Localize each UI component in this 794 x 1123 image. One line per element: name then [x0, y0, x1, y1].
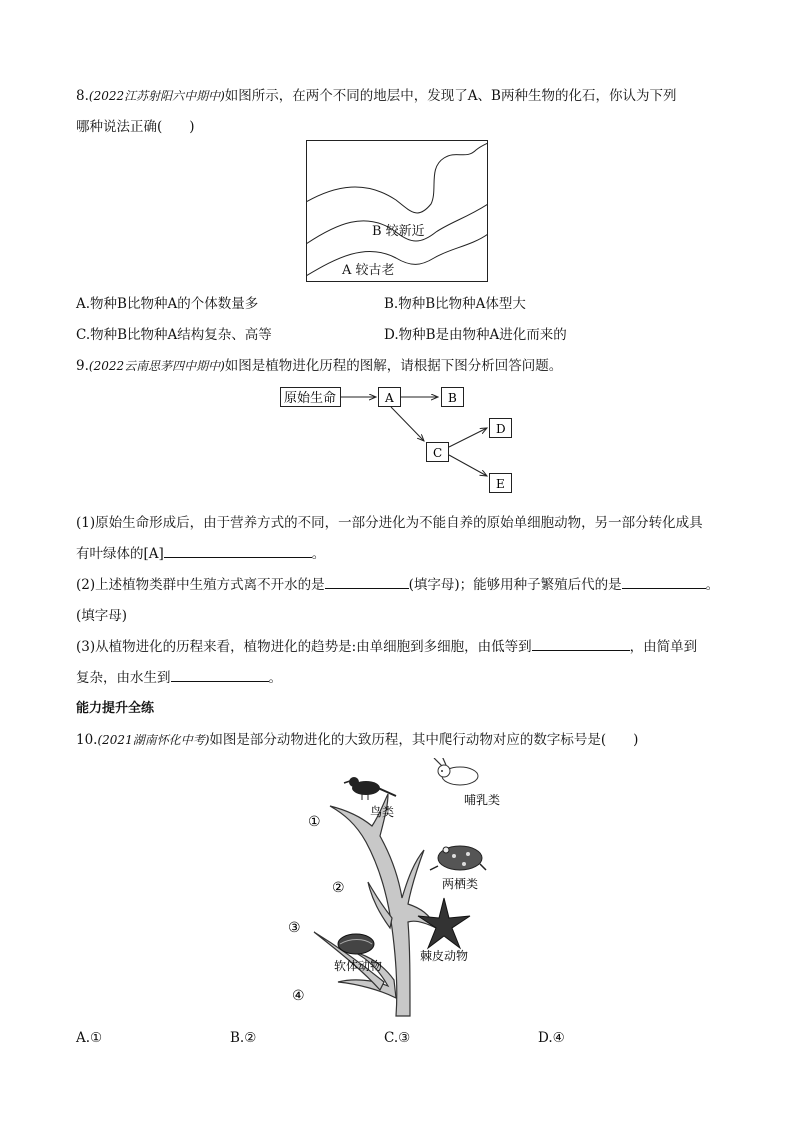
- q9-stem: [76, 354, 562, 374]
- frog-icon: [430, 846, 486, 870]
- q9-blank-5[interactable]: [171, 669, 269, 682]
- q10-source: (2021湖南怀化中考): [97, 733, 210, 747]
- q9-part3-line2: [76, 666, 282, 686]
- section-title: 能力提升全练: [76, 701, 155, 716]
- q9-number: 9.: [76, 358, 89, 374]
- q8-strata-figure: [306, 140, 488, 282]
- q8-source: (2022江苏射阳六中期中): [88, 89, 225, 103]
- fossil-a-label: A 较古老: [342, 263, 395, 278]
- q9-part1-line1: (1)原始生命形成后，由于营养方式的不同，一部分进化为不能自养的原始单细胞动物，另一部分转化成具: [76, 515, 703, 531]
- fossil-b-label: B 较新近: [372, 224, 425, 239]
- rabbit-icon: [434, 758, 478, 785]
- diagram-origin-label: 原始生命: [284, 391, 337, 406]
- q9-part1-line2: [76, 542, 325, 562]
- q8-stem-text: 如图所示，在两个不同的地层中，发现了A、B两种生物的化石，你认为下列: [224, 88, 677, 104]
- q10-option-a[interactable]: A.①: [76, 1030, 103, 1046]
- q8-option-d[interactable]: D.物种B是由物种A进化而来的: [384, 327, 567, 343]
- q8-option-b[interactable]: B.物种B比物种A体型大: [384, 296, 526, 312]
- q10-number: 10.: [76, 732, 98, 748]
- q9-part2-end: 。: [705, 577, 720, 593]
- q10-stem-text: 如图是部分动物进化的大致历程，其中爬行动物对应的数字标号是( ): [209, 732, 639, 748]
- q9-source: (2022云南思茅四中期中): [88, 359, 225, 373]
- mammal-label: 哺乳类: [464, 793, 501, 807]
- diagram-node-b: B: [448, 391, 457, 405]
- q9-part2-line1: [76, 573, 719, 593]
- q9-plant-evolution-diagram: [280, 384, 520, 496]
- q9-part2-line2: (填字母): [76, 608, 128, 624]
- q9-part3-end: 。: [268, 670, 282, 686]
- q10-animal-evolution-tree: [284, 758, 514, 1018]
- mollusk-label: 软体动物: [334, 959, 383, 973]
- q9-part1-text: 有叶绿体的[A]: [76, 546, 164, 562]
- q9-part3-text-c: 复杂，由水生到: [76, 670, 171, 686]
- marker-4: ④: [292, 988, 305, 1004]
- q10-option-d[interactable]: D.④: [538, 1030, 565, 1046]
- q8-option-c[interactable]: C.物种B比物种A结构复杂、高等: [76, 327, 272, 343]
- diagram-node-e: E: [496, 477, 505, 491]
- q9-stem-text: 如图是植物进化历程的图解，请根据下图分析回答问题。: [224, 358, 563, 374]
- q9-part3-text-a: (3)从植物进化的历程来看，植物进化的趋势是:由单细胞到多细胞，由低等到: [76, 639, 532, 655]
- marker-1: ①: [308, 814, 321, 830]
- q10-stem: [76, 728, 638, 748]
- q9-part1-end: 。: [311, 546, 326, 562]
- shell-icon: [338, 934, 374, 954]
- q9-blank-1[interactable]: [164, 545, 312, 558]
- marker-3: ③: [288, 920, 301, 936]
- amphibian-label: 两栖类: [442, 877, 479, 891]
- q9-part3-text-b: ，由简单到: [629, 639, 698, 655]
- q9-part2-text-b: (填字母)；能够用种子繁殖后代的是: [408, 577, 622, 593]
- q9-part3-line1: [76, 635, 697, 655]
- diagram-node-a: A: [385, 391, 394, 405]
- bird-label: 鸟类: [370, 805, 395, 819]
- echinoderm-label: 棘皮动物: [420, 949, 469, 963]
- q9-blank-3[interactable]: [622, 576, 706, 589]
- q8-stem-line1: [76, 84, 676, 104]
- marker-2: ②: [332, 880, 345, 896]
- q9-part2-text-a: (2)上述植物类群中生殖方式离不开水的是: [76, 577, 325, 593]
- q8-number: 8.: [76, 88, 89, 104]
- q9-blank-2[interactable]: [325, 576, 409, 589]
- q8-stem-line2: 哪种说法正确( ): [76, 119, 195, 135]
- q10-option-b[interactable]: B.②: [230, 1030, 257, 1046]
- q8-option-a[interactable]: A.物种B比物种A的个体数量多: [76, 296, 259, 312]
- diagram-node-c: C: [433, 446, 443, 460]
- q10-option-c[interactable]: C.③: [384, 1030, 411, 1046]
- q9-blank-4[interactable]: [532, 638, 630, 651]
- diagram-node-d: D: [496, 422, 506, 436]
